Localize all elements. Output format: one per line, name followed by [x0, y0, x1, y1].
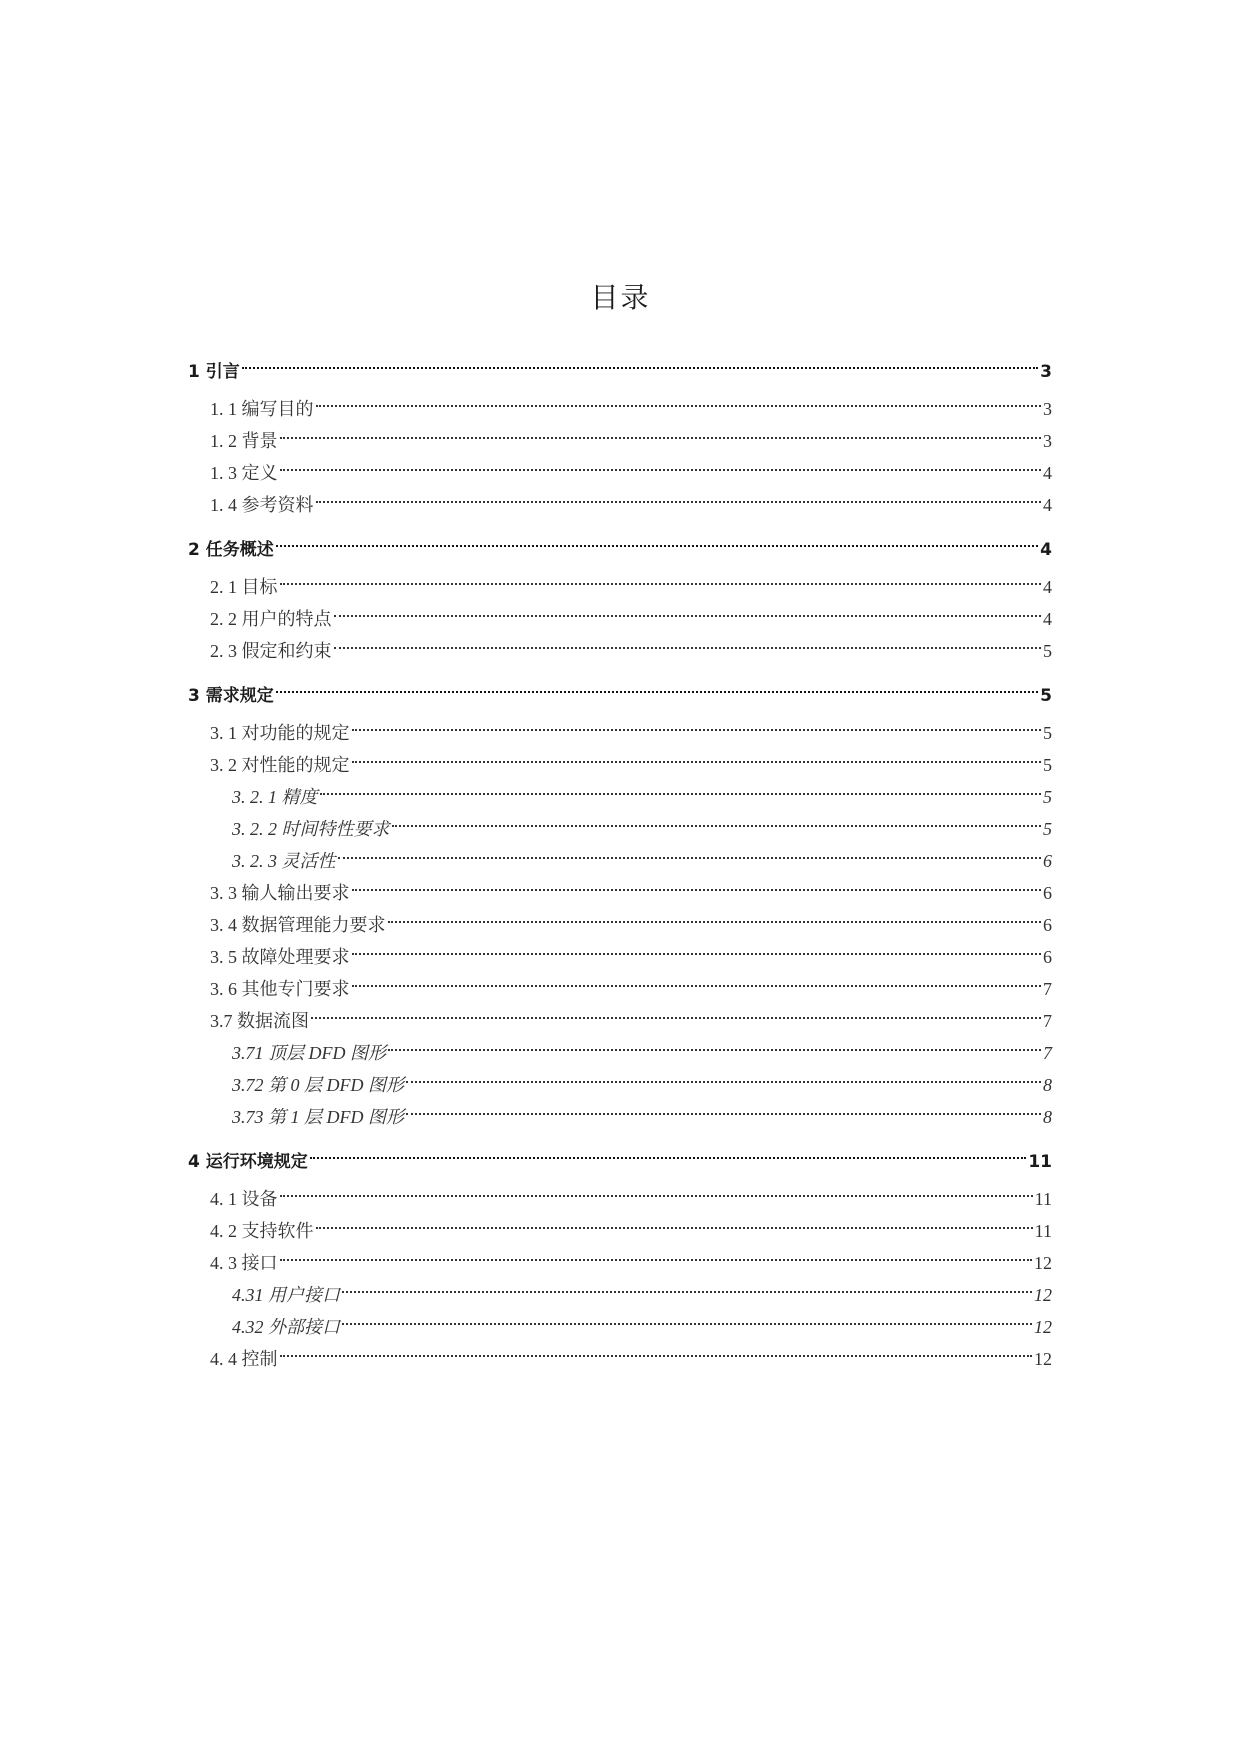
toc-entry-label: 1. 2 背景: [210, 431, 278, 451]
toc-dot-leader: [334, 625, 1042, 657]
toc-entry-label: 3. 2. 2 时间特性要求: [232, 819, 390, 839]
toc-entry-label: 4 运行环境规定: [188, 1152, 308, 1172]
toc-dot-leader: [352, 867, 1042, 899]
toc-entry[interactable]: [188, 1091, 1052, 1127]
toc-entry-page-number: 6: [1043, 851, 1052, 871]
toc-entry[interactable]: [188, 1059, 1052, 1095]
toc-dot-leader: [280, 1333, 1033, 1365]
toc-entry[interactable]: [188, 899, 1052, 935]
toc-entry[interactable]: [188, 803, 1052, 839]
toc-entry-page-number: 4: [1043, 495, 1052, 515]
toc-dot-leader: [406, 1059, 1041, 1091]
toc-entry[interactable]: [188, 1205, 1052, 1241]
toc-entry-label: 4.31 用户接口: [232, 1285, 340, 1305]
toc-entry-page-number: 7: [1043, 979, 1052, 999]
toc-dot-leader: [276, 523, 1038, 555]
toc-entry-page-number: 5: [1043, 641, 1052, 661]
toc-dot-leader: [320, 771, 1042, 803]
toc-entry[interactable]: [188, 707, 1052, 743]
toc-entry-label: 2. 2 用户的特点: [210, 609, 332, 629]
toc-entry[interactable]: [188, 1173, 1052, 1209]
toc-entry-label: 3. 4 数据管理能力要求: [210, 915, 386, 935]
toc-entry-page-number: 6: [1043, 883, 1052, 903]
toc-entry-label: 3. 2. 3 灵活性: [232, 851, 336, 871]
toc-entry[interactable]: [188, 1269, 1052, 1305]
toc-entry[interactable]: [188, 345, 1052, 382]
toc-dot-leader: [388, 1027, 1041, 1059]
toc-dot-leader: [406, 1091, 1041, 1123]
toc-entry-page-number: 5: [1040, 686, 1052, 706]
toc-entry-page-number: 5: [1043, 755, 1052, 775]
toc-dot-leader: [352, 739, 1042, 771]
toc-entry[interactable]: [188, 1237, 1052, 1273]
toc-entry-label: 3. 1 对功能的规定: [210, 723, 350, 743]
toc-dot-leader: [338, 835, 1042, 867]
toc-entry-label: 4. 3 接口: [210, 1253, 278, 1273]
toc-dot-leader: [352, 931, 1042, 963]
toc-entry-page-number: 7: [1043, 1011, 1052, 1031]
toc-entry-page-number: 11: [1034, 1189, 1052, 1209]
toc-entry-label: 3.71 顶层 DFD 图形: [232, 1043, 386, 1063]
toc-entry-page-number: 4: [1043, 577, 1052, 597]
toc-dot-leader: [276, 669, 1038, 701]
toc-entry[interactable]: [188, 867, 1052, 903]
toc-entry-label: 4. 1 设备: [210, 1189, 278, 1209]
toc-entry-label: 1 引言: [188, 362, 240, 382]
toc-entry[interactable]: [188, 963, 1052, 999]
toc-entry-page-number: 3: [1043, 399, 1052, 419]
toc-entry[interactable]: [188, 479, 1052, 515]
toc-entry-page-number: 3: [1040, 362, 1052, 382]
toc-entry[interactable]: [188, 835, 1052, 871]
toc-entry-label: 4. 4 控制: [210, 1349, 278, 1369]
toc-entry-label: 3.73 第 1 层 DFD 图形: [232, 1107, 404, 1127]
toc-entry[interactable]: [188, 447, 1052, 483]
toc-entry[interactable]: [188, 1301, 1052, 1337]
toc-dot-leader: [334, 593, 1042, 625]
toc-entry[interactable]: [188, 931, 1052, 967]
toc-entry-label: 3. 2. 1 精度: [232, 787, 318, 807]
toc-dot-leader: [311, 995, 1041, 1027]
toc-entry[interactable]: [188, 415, 1052, 451]
toc-dot-leader: [316, 479, 1042, 511]
toc-entry-page-number: 5: [1043, 787, 1052, 807]
toc-entry-label: 3. 5 故障处理要求: [210, 947, 350, 967]
toc-entry[interactable]: [188, 625, 1052, 661]
toc-dot-leader: [352, 963, 1042, 995]
toc-entry-label: 3 需求规定: [188, 686, 274, 706]
toc-entry-label: 3. 6 其他专门要求: [210, 979, 350, 999]
toc-entry-page-number: 5: [1043, 723, 1052, 743]
toc-dot-leader: [388, 899, 1042, 931]
toc-entry-page-number: 8: [1043, 1075, 1052, 1095]
toc-entry-label: 4. 2 支持软件: [210, 1221, 314, 1241]
toc-entry-page-number: 12: [1034, 1349, 1052, 1369]
toc-entry[interactable]: [188, 995, 1052, 1031]
toc-entry[interactable]: [188, 669, 1052, 706]
toc-entry[interactable]: [188, 523, 1052, 560]
toc-dot-leader: [280, 1237, 1033, 1269]
toc-dot-leader: [242, 345, 1038, 377]
toc-dot-leader: [280, 447, 1042, 479]
toc-entry-page-number: 12: [1034, 1317, 1052, 1337]
toc-dot-leader: [280, 1173, 1033, 1205]
toc-entry[interactable]: [188, 1135, 1052, 1172]
toc-dot-leader: [352, 707, 1042, 739]
toc-entry-page-number: 12: [1034, 1253, 1052, 1273]
toc-dot-leader: [310, 1135, 1027, 1167]
toc-dot-leader: [280, 415, 1042, 447]
toc-dot-leader: [392, 803, 1042, 835]
toc-entry-label: 2 任务概述: [188, 540, 274, 560]
toc-entry-page-number: 3: [1043, 431, 1052, 451]
toc-entry-page-number: 5: [1043, 819, 1052, 839]
toc-entry-label: 1. 3 定义: [210, 463, 278, 483]
toc-entry-page-number: 6: [1043, 915, 1052, 935]
toc-dot-leader: [280, 561, 1042, 593]
toc-entry[interactable]: [188, 561, 1052, 597]
toc-entry[interactable]: [188, 383, 1052, 419]
toc-title: 目录: [590, 281, 651, 314]
toc-entry-label: 3. 3 输人输出要求: [210, 883, 350, 903]
toc-dot-leader: [342, 1269, 1032, 1301]
toc-entry-label: 2. 3 假定和约束: [210, 641, 332, 661]
toc-entry[interactable]: [188, 593, 1052, 629]
toc-entry-page-number: 4: [1043, 609, 1052, 629]
toc-entry-page-number: 11: [1034, 1221, 1052, 1241]
toc-entry-label: 3. 2 对性能的规定: [210, 755, 350, 775]
toc-entry-label: 1. 1 编写目的: [210, 399, 314, 419]
toc-entry-page-number: 11: [1028, 1152, 1052, 1172]
toc-dot-leader: [316, 1205, 1033, 1237]
toc-entry-label: 3.7 数据流图: [210, 1011, 309, 1031]
toc-entry-label: 4.32 外部接口: [232, 1317, 340, 1337]
toc-entry[interactable]: [188, 1333, 1052, 1369]
toc-entry[interactable]: [188, 1027, 1052, 1063]
toc-entry[interactable]: [188, 739, 1052, 775]
toc-entry-page-number: 8: [1043, 1107, 1052, 1127]
toc-entry-label: 1. 4 参考资料: [210, 495, 314, 515]
toc-entry-label: 3.72 第 0 层 DFD 图形: [232, 1075, 404, 1095]
toc-entry-page-number: 4: [1040, 540, 1052, 560]
toc-entry-page-number: 7: [1043, 1043, 1052, 1063]
toc-entry-page-number: 6: [1043, 947, 1052, 967]
toc-entry-page-number: 12: [1034, 1285, 1052, 1305]
toc-entry-label: 2. 1 目标: [210, 577, 278, 597]
toc-dot-leader: [316, 383, 1042, 415]
toc-entry[interactable]: [188, 771, 1052, 807]
toc-dot-leader: [342, 1301, 1032, 1333]
toc-entry-page-number: 4: [1043, 463, 1052, 483]
table-of-contents: [188, 345, 1052, 1369]
